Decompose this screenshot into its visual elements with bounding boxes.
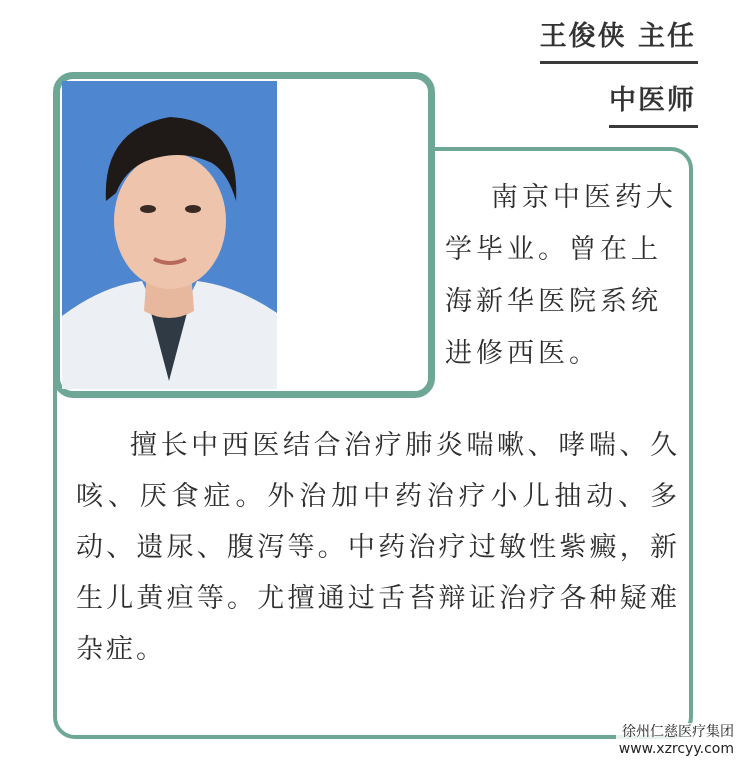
- doctor-name: 王俊侠 主任: [540, 14, 698, 64]
- doctor-intro: 南京中医药大学毕业。曾在上海新华医院系统进修西医。: [445, 182, 677, 369]
- watermark-org: 徐州仁慈医疗集团: [622, 724, 734, 740]
- doctor-portrait-icon: [62, 81, 277, 389]
- doctor-photo: [62, 81, 277, 389]
- watermark-site: www.xzrcyy.com: [618, 741, 734, 757]
- doctor-title: 中医师: [609, 78, 698, 128]
- doctor-expertise: 擅长中西医结合治疗肺炎喘嗽、哮喘、久咳、厌食症。外治加中药治疗小儿抽动、多动、遗尿、腹泻等。中药治疗过敏性紫癜，新生儿黄疸等。尤擅通过舌苔辩证治疗各种疑难杂症。: [76, 430, 680, 665]
- watermark: [616, 723, 737, 759]
- header-name-block: [540, 14, 698, 128]
